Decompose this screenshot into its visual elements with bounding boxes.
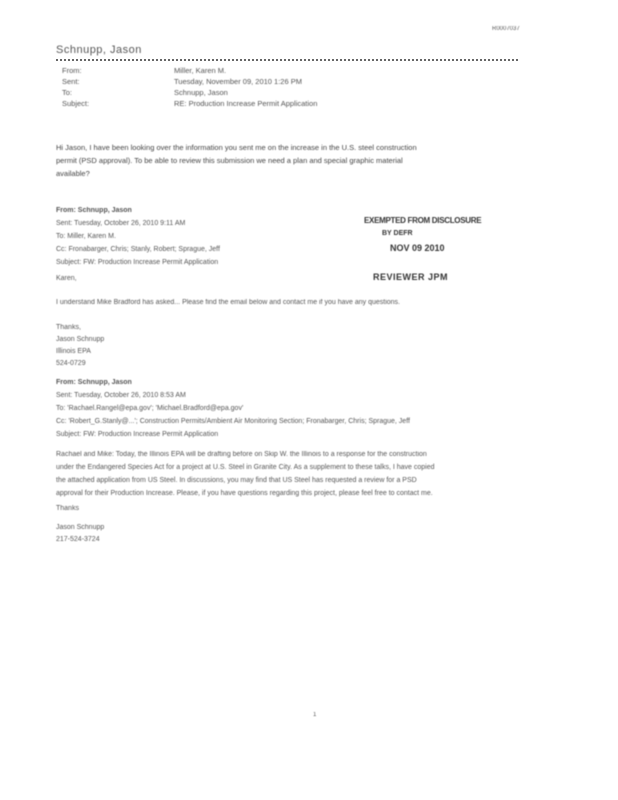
orig-body-line: Rachael and Mike: Today, the Illinois EPA will be drafting before on Skip W. the Illinois to a response for the construction <box>56 451 427 458</box>
fwd-cc: Cc: Fronabarger, Chris; Stanly, Robert; Sprague, Jeff <box>56 246 220 253</box>
fwd-from: From: Schnupp, Jason <box>56 207 132 214</box>
stamp-line-2: BY DEFR <box>382 230 413 237</box>
sig-line: Illinois EPA <box>56 348 91 355</box>
orig-body-line: under the Endangered Species Act for a project at U.S. Steel in Granite City. As a supplement to these talks, I have copied <box>56 464 435 471</box>
from-value: Miller, Karen M. <box>174 66 227 75</box>
orig-to: To: 'Rachael.Rangel@epa.gov'; 'Michael.Bradford@epa.gov' <box>56 405 244 412</box>
from-label: From: <box>62 66 82 75</box>
subject-value: RE: Production Increase Permit Application <box>174 99 318 108</box>
sig-line: Thanks, <box>56 324 81 331</box>
sig-line: 524-0729 <box>56 360 86 367</box>
to-value: Schnupp, Jason <box>174 88 228 97</box>
sent-value: Tuesday, November 09, 2010 1:26 PM <box>174 77 302 86</box>
stamp-date: NOV 09 2010 <box>390 243 445 253</box>
orig-body-line: approval for their Production Increase. Please, if you have questions regarding this project, please feel free to contact me. <box>56 490 433 497</box>
header-subject <box>56 99 516 109</box>
signature-2 <box>56 522 526 546</box>
karen-body: I understand Mike Bradford has asked... Please find the email below and contact me if you have any questions. <box>56 299 400 306</box>
original-header <box>56 376 526 441</box>
salutation: Karen, <box>56 275 77 282</box>
reply-body <box>56 141 526 180</box>
orig-sent: Sent: Tuesday, October 26, 2010 8:53 AM <box>56 392 186 399</box>
fwd-to: To: Miller, Karen M. <box>56 233 116 240</box>
fwd-sent: Sent: Tuesday, October 26, 2010 9:11 AM <box>56 220 186 227</box>
orig-subject: Subject: FW: Production Increase Permit Application <box>56 431 219 438</box>
page-number: 1 <box>313 712 317 718</box>
mailbox-owner: Schnupp, Jason <box>56 44 142 56</box>
bates-number: R0007037 <box>492 26 520 32</box>
reviewer-stamp: REVIEWER JPM <box>373 272 449 282</box>
orig-from: From: Schnupp, Jason <box>56 379 132 386</box>
original-body <box>56 448 526 500</box>
sent-label: Sent: <box>62 77 80 86</box>
signature-1 <box>56 322 526 370</box>
reply-line: available? <box>56 169 90 178</box>
reply-line: permit (PSD approval). To be able to review this submission we need a plan and special graphic material <box>56 156 403 165</box>
orig-cc: Cc: 'Robert_G.Stanly@...'; Construction Permits/Ambient Air Monitoring Section; Fronabarger, Chris; Sprague, Jeff <box>56 418 410 425</box>
reply-line: Hi Jason, I have been looking over the information you sent me on the increase in the U.S. steel construction <box>56 143 417 152</box>
forward-header <box>56 204 526 269</box>
subject-label: Subject: <box>62 99 90 108</box>
to-label: To: <box>62 88 73 97</box>
closing-thanks: Thanks <box>56 505 79 512</box>
orig-body-line: the attached application from US Steel. In discussions, you may find that US Steel has requested a review for a PSD <box>56 477 417 484</box>
fwd-subject: Subject: FW: Production Increase Permit Application <box>56 259 219 266</box>
disclosure-stamp: EXEMPTED FROM DISCLOSURE <box>364 216 482 225</box>
header-rule <box>56 59 518 61</box>
header-sent <box>56 77 516 87</box>
header-from <box>56 66 516 76</box>
sig-line: Jason Schnupp <box>56 336 105 343</box>
header-to <box>56 88 516 98</box>
sig-line: 217-524-3724 <box>56 536 100 543</box>
sig-line: Jason Schnupp <box>56 524 105 531</box>
